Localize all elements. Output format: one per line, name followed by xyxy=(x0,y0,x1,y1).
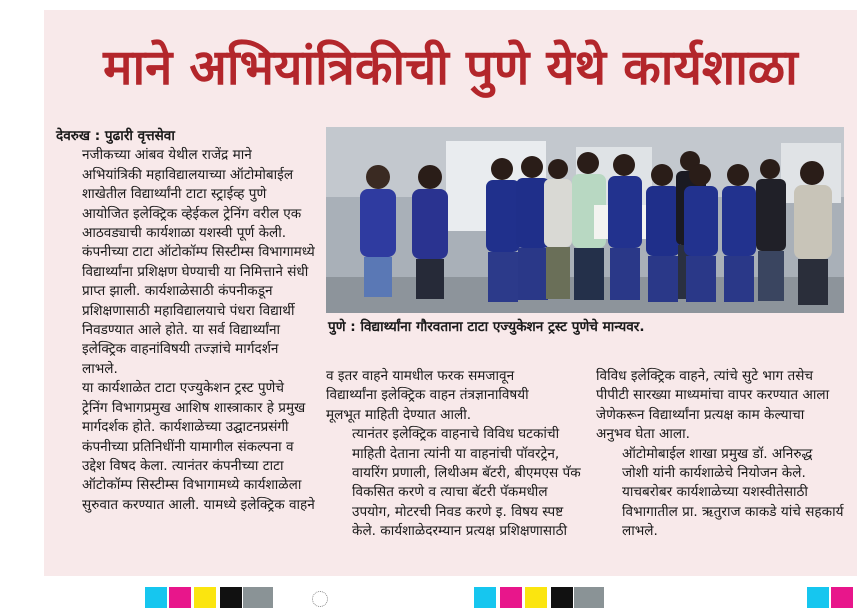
text-line: इलेक्ट्रिक वाहनांविषयी तज्ज्ञांचे मार्गदर्शन xyxy=(82,341,279,358)
photo-caption: पुणे : विद्यार्थ्यांना गौरवताना टाटा एज्युकेशन ट्रस्ट पुणेचे मान्यवर. xyxy=(328,319,645,335)
color-swatch-magenta xyxy=(500,587,522,608)
text-line: विविध इलेक्ट्रिक वाहने, त्यांचे सुटे भाग तसेच xyxy=(596,368,814,384)
paragraph xyxy=(596,367,854,445)
text-line: आयोजित इलेक्ट्रिक व्हेईकल ट्रेनिंग वरील एक xyxy=(82,205,302,222)
color-swatch-yellow xyxy=(525,587,547,608)
text-line: ऑटोमोबाईल शाखा प्रमुख डॉ. अनिरुद्ध xyxy=(622,445,813,462)
text-line: प्रशिक्षणासाठी महाविद्यालयाचे पंधरा विद्यार्थी xyxy=(82,302,295,319)
text-line: व इतर वाहने यामधील फरक समजावून xyxy=(326,368,515,384)
text-line: वायरिंग प्रणाली, लिथीअम बॅटरी, बीएमएस पॅक xyxy=(352,465,581,482)
text-line: सुरुवात करण्यात आली. यामध्ये इलेक्ट्रिक वाहने xyxy=(82,496,315,513)
color-swatch-cyan xyxy=(474,587,496,608)
color-swatch-black xyxy=(220,587,242,608)
text-line: कंपनीच्या टाटा ऑटोकॉम्प सिस्टीम्स विभागामध्ये xyxy=(82,244,315,261)
text-line: ट्रेनिंग विभागप्रमुख आशिष शास्त्राकार हे प्रमुख xyxy=(82,399,306,416)
text-line: प्राप्त झाली. कार्यशाळेसाठी कंपनीकडून xyxy=(82,283,273,300)
text-line: कंपनीच्या प्रतिनिधींनी यामागील संकल्पना व xyxy=(82,438,294,455)
text-line: लाभले. xyxy=(82,360,118,377)
color-swatch-magenta xyxy=(831,587,853,608)
paragraph xyxy=(326,425,586,541)
dateline: देवरुख : पुढारी वृत्तसेवा xyxy=(56,128,175,144)
column-2 xyxy=(326,367,586,542)
text-line: लाभले. xyxy=(622,523,658,540)
text-line: मार्गदर्शक होते. कार्यशाळेच्या उद्घाटनप्रसंगी xyxy=(82,419,289,436)
text-line: विकसित करणे व त्याचा बॅटरी पॅकमधील xyxy=(352,484,548,501)
color-swatch-black xyxy=(551,587,573,608)
text-line: उद्देश विषद केला. त्यानंतर कंपनीच्या टाटा xyxy=(82,457,284,474)
text-line: पीपीटी सारख्या माध्यमांचा वापर करण्यात आला xyxy=(596,387,830,404)
text-line: नजीकच्या आंबव येथील राजेंद्र माने xyxy=(82,147,252,164)
text-line: जोशी यांनी कार्यशाळेचे नियोजन केले. xyxy=(622,465,806,482)
column-3 xyxy=(596,367,854,542)
color-swatch-cyan xyxy=(807,587,829,608)
text-line: अभियांत्रिकी महाविद्यालयाच्या ऑटोमोबाईल xyxy=(82,166,294,183)
newspaper-clipping xyxy=(44,10,857,576)
column-1 xyxy=(56,127,326,515)
paragraph xyxy=(596,445,854,542)
text-line: निवडण्यात आले होते. या सर्व विद्यार्थ्यांना xyxy=(82,322,281,339)
color-swatch-magenta xyxy=(169,587,191,608)
text-line: मूलभूत माहिती देण्यात आली. xyxy=(326,406,472,423)
text-line: शाखेतील विद्यार्थ्यांनी टाटा स्ट्राईव्ह पुणे xyxy=(82,186,267,203)
group-photo-illustration xyxy=(326,127,844,313)
paragraph xyxy=(56,379,326,515)
text-line: आठवड्याची कार्यशाळा यशस्वी पूर्ण केली. xyxy=(82,225,287,242)
text-line: विभागातील प्रा. ऋतुराज काकडे यांचे सहकार्य xyxy=(622,503,844,520)
text-line: विद्यार्थ्यांना इलेक्ट्रिक वाहन तंत्रज्ञानाविषयी xyxy=(326,387,529,404)
color-swatch-gray xyxy=(574,587,604,608)
text-line: उपयोग, मोटरची निवड करणे इ. विषय स्पष्ट xyxy=(352,503,564,520)
text-line: अनुभव घेता आला. xyxy=(596,426,690,443)
text-line: ऑटोकॉम्प सिस्टीम्स विभागामध्ये कार्यशाळेला xyxy=(82,477,302,494)
registration-mark-icon xyxy=(312,591,328,607)
text-line: केले. कार्यशाळेदरम्यान प्रत्यक्ष प्रशिक्षणासाठी xyxy=(352,523,568,540)
text-line: विद्यार्थ्यांना प्रशिक्षण घेण्याची या निमित्ताने संधी xyxy=(82,263,309,280)
paragraph xyxy=(326,367,586,425)
text-line: त्यानंतर इलेक्ट्रिक वाहनाचे विविध घटकांची xyxy=(352,426,560,443)
paragraph xyxy=(56,146,326,379)
text-line: या कार्यशाळेत टाटा एज्युकेशन ट्रस्ट पुणेचे xyxy=(82,380,285,397)
text-line: माहिती देताना त्यांनी या वाहनांची पॉवरट्रेन, xyxy=(352,445,560,462)
headline: माने अभियांत्रिकीची पुणे येथे कार्यशाळा xyxy=(103,39,798,96)
text-line: जेणेकरून विद्यार्थ्यांना प्रत्यक्ष काम केल्याचा xyxy=(596,406,805,423)
color-swatch-gray xyxy=(243,587,273,608)
color-swatch-yellow xyxy=(194,587,216,608)
color-swatch-cyan xyxy=(145,587,167,608)
event-photo xyxy=(326,127,844,313)
text-line: याचबरोबर कार्यशाळेच्या यशस्वीतेसाठी xyxy=(622,484,808,501)
